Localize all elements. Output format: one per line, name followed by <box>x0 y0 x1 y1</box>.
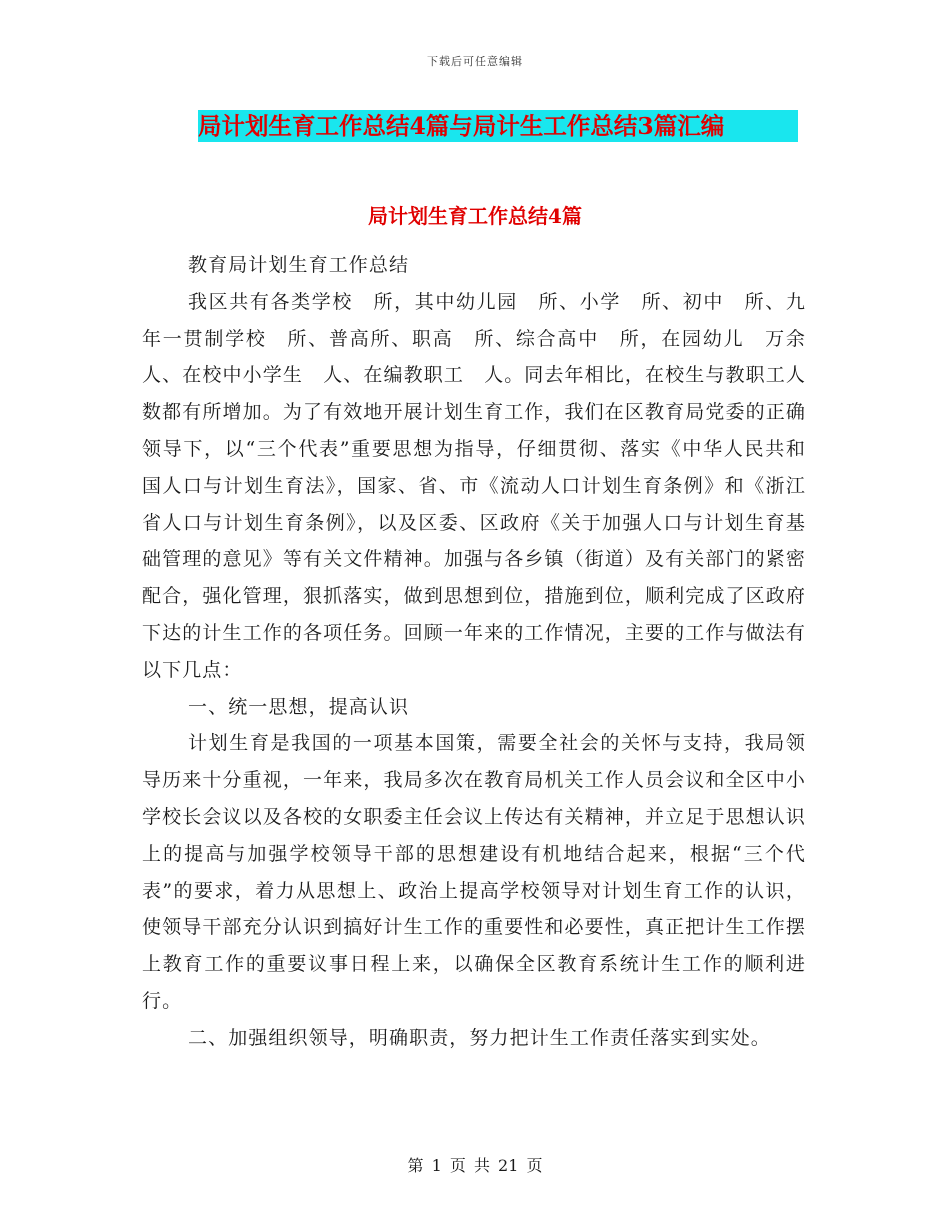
page-number: 第 1 页 共 21 页 <box>407 1156 543 1175</box>
document-main-title: 局计划生育工作总结4篇与局计生工作总结3篇汇编 <box>198 110 798 142</box>
paragraph-heading: 一、统一思想，提高认识 <box>188 695 410 718</box>
paragraph-heading: 教育局计划生育工作总结 <box>188 254 410 276</box>
document-body <box>142 247 806 1057</box>
paragraph-heading: 二、加强组织领导，明确职责，努力把计生工作责任落实到实处。 <box>188 1026 771 1049</box>
paragraph: 我区共有各类学校 所，其中幼儿园 所、小学 所、初中 所、九年一贯制学校 所、普高所、职高 所、综合高中 所，在园幼儿 万余人、在校中小学生 人、在编教职工 人。同去年相比，在校生与教职工人数都有所增加。为了有效地开展计划生育工作，我们在区教育局党委的正确领导下，以“三个代表”重要思想为指导，仔细贯彻、落实《中华人民共和国人口与计划生育法》，国家、省、市《流动人口计划生育条例》和《浙江省人口与计划生育条例》，以及区委、区政府《关于加强人口与计划生育基础管理的意见》等有关文件精神。加强与各乡镇（街道）及有关部门的紧密配合，强化管理，狠抓落实，做到思想到位，措施到位，顺利完成了区政府下达的计生工作的各项任务。回顾一年来的工作情况，主要的工作与做法有以下几点： <box>142 290 806 681</box>
page-header-note: 下载后可任意编辑 <box>427 55 523 68</box>
section-title: 局计划生育工作总结4篇 <box>368 204 582 228</box>
paragraph: 计划生育是我国的一项基本国策，需要全社会的关怀与支持，我局领导历来十分重视，一年来，我局多次在教育局机关工作人员会议和全区中小学校长会议以及各校的女职委主任会议上传达有关精神，并立足于思想认识上的提高与加强学校领导干部的思想建设有机地结合起来，根据“三个代表”的要求，着力从思想上、政治上提高学校领导对计划生育工作的认识，使领导干部充分认识到搞好计生工作的重要性和必要性，真正把计生工作摆上教育工作的重要议事日程上来，以确保全区教育系统计生工作的顺利进行。 <box>142 732 806 1012</box>
